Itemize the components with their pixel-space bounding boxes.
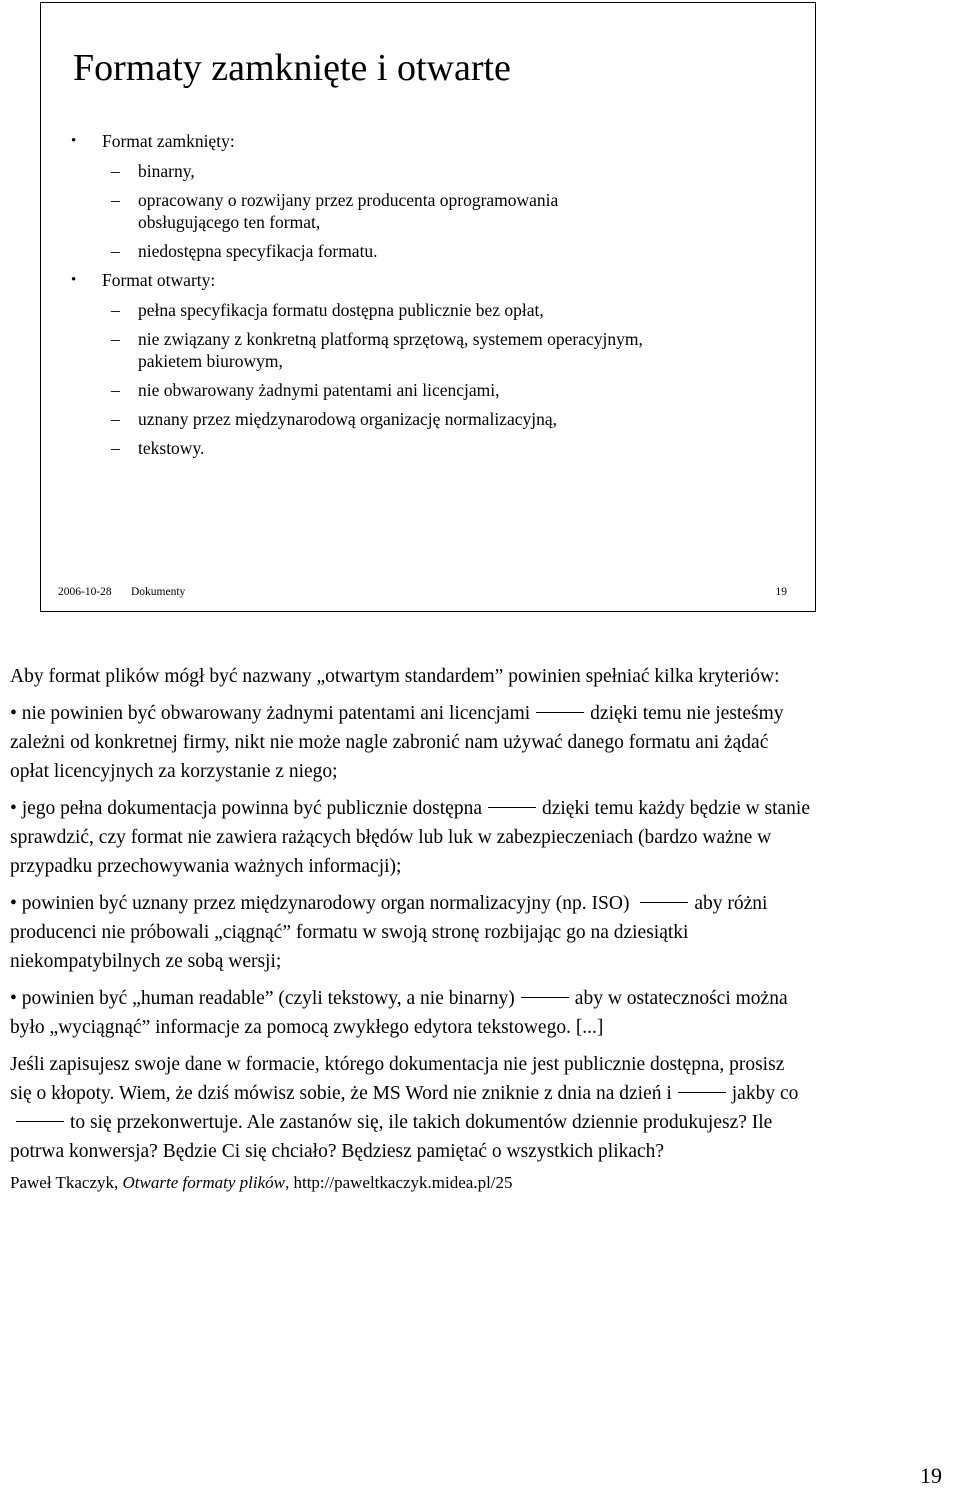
dash-icon: – — [111, 409, 120, 429]
notes-closing: Jeśli zapisujesz swoje dane w formacie, którego dokumentacja nie jest publicznie dostępna, prosisz się o kłopoty. Wiem, że dziś mówisz sobie, że MS Word nie zniknie z dnia na dzień i jakby coto się przekonwertuje. Ale zastanów się, ile takich dokumentów dziennie produkujesz? Ile potrwa konwersja? Będzie Ci się chciało? Będziesz pamiętać o wszystkich plikach? — [10, 1054, 799, 1162]
sub-item: – opracowany o rozwijany przez producenta oprogramowania obsługującego ten format, — [111, 190, 559, 232]
slide-bullet-list — [71, 130, 791, 466]
sub-item: – uznany przez międzynarodową organizację normalizacyjną, — [111, 409, 557, 429]
em-dash-line — [640, 902, 688, 903]
notes-intro: Aby format plików mógł być nazwany „otwartym standardem” powinien spełniać kilka kryteriów: — [10, 666, 780, 687]
notes-bullet: • powinien być „human readable” (czyli tekstowy, a nie binarny) aby w ostateczności można było „wyciągnąć” informacje za pomocą zwykłego edytora tekstowego. [...] — [10, 988, 788, 1038]
citation-title: Otwarte formaty plików — [122, 1173, 285, 1192]
page-number: 19 — [920, 1463, 942, 1488]
dash-icon: – — [111, 190, 120, 210]
dash-icon: – — [111, 300, 120, 320]
notes-bullet: • nie powinien być obwarowany żadnymi patentami ani licencjami dzięki temu nie jesteśmy zależni od konkretnej firmy, nikt nie może nagle zabronić nam używać danego formatu ani żądać opłat licencyjnych za korzystanie z niego; — [10, 703, 784, 782]
dash-icon: – — [111, 329, 120, 349]
bullet-closed-format: • Format zamknięty: — [71, 131, 235, 151]
slide-title: Formaty zamknięte i otwarte — [73, 47, 511, 89]
bullet-open-format: • Format otwarty: — [71, 270, 216, 290]
em-dash-line — [16, 1121, 64, 1122]
sub-item: – nie obwarowany żadnymi patentami ani licencjami, — [111, 380, 500, 400]
slide-frame — [40, 2, 816, 612]
em-dash-line — [488, 807, 536, 808]
footer-title: Dokumenty — [131, 586, 186, 598]
citation: Paweł Tkaczyk, Otwarte formaty plików, http://paweltkaczyk.midea.pl/25 — [10, 1173, 513, 1192]
footer-date: 2006-10-28 — [58, 586, 112, 598]
bullet-icon: • — [71, 272, 77, 288]
sub-item: – niedostępna specyfikacja formatu. — [111, 241, 378, 261]
notes-bullet: • jego pełna dokumentacja powinna być publicznie dostępna dzięki temu każdy będzie w stanie sprawdzić, czy format nie zawiera rażących błędów lub luk w zabezpieczeniach (bardzo ważne w przypadku przechowywania ważnych informacji); — [10, 798, 811, 877]
em-dash-line — [521, 997, 569, 998]
sub-item: – nie związany z konkretną platformą sprzętową, systemem operacyjnym, pakietem biurowym, — [111, 329, 643, 371]
sub-item: – binarny, — [111, 161, 195, 181]
dash-icon: – — [111, 161, 120, 181]
dash-icon: – — [111, 438, 120, 458]
sub-item: – tekstowy. — [111, 438, 205, 458]
notes-bullet: • powinien być uznany przez międzynarodowy organ normalizacyjny (np. ISO) aby różni producenci nie próbowali „ciągnąć” formatu w swoją stronę rozbijając go na dziesiątki niekompatybilnych ze sobą wersji; — [10, 893, 768, 972]
dash-icon: – — [111, 241, 120, 261]
notes-text — [10, 662, 810, 1200]
citation-url: , http://paweltkaczyk.midea.pl/25 — [284, 1173, 513, 1192]
dash-icon: – — [111, 380, 120, 400]
em-dash-line — [536, 712, 584, 713]
em-dash-line — [678, 1092, 726, 1093]
bullet-icon: • — [71, 133, 77, 149]
sub-item: – pełna specyfikacja formatu dostępna publicznie bez opłat, — [111, 300, 544, 320]
footer-slide-number: 19 — [775, 586, 787, 598]
